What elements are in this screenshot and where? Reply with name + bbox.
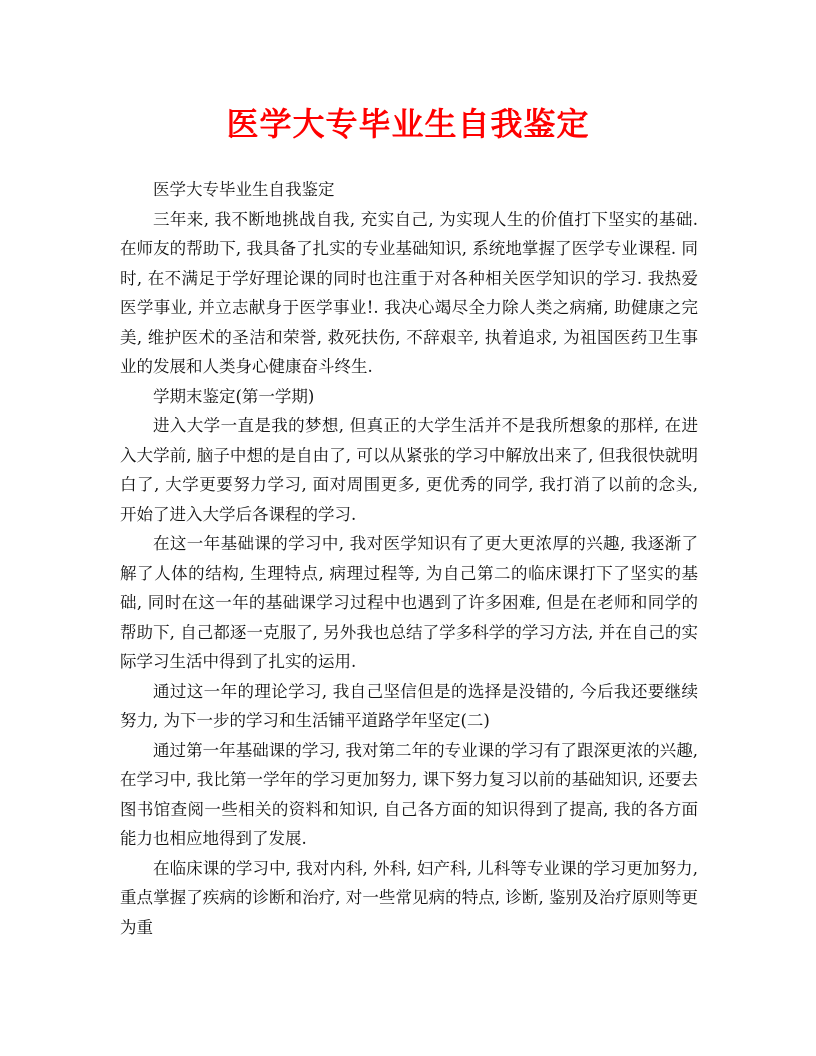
- paragraph: 三年来, 我不断地挑战自我, 充实自己, 为实现人生的价值打下坚实的基础. 在师友的帮助下, 我具备了扎实的专业基础知识, 系统地掌握了医学专业课程. 同时, 在不满足于学好理论课的同时也注重于对各种相关医学知识的学习. 我热爱医学事业, 并立志献身于医学事业!. 我决心竭尽全力除人类之病痛, 助健康之完美, 维护医术的圣洁和荣誉, 救死扶伤, 不辞艰辛, 执着追求, 为祖国医药卫生事业的发展和人类身心健康奋斗终生.: [120, 209, 698, 376]
- paragraph: 进入大学一直是我的梦想, 但真正的大学生活并不是我所想象的那样, 在进入大学前, 脑子中想的是自由了, 可以从紧张的学习中解放出来了, 但我很快就明白了, 大学更要努力学习, 面对周围更多, 更优秀的同学, 我打消了以前的念头, 开始了进入大学后各课程的学习.: [120, 416, 698, 524]
- paragraph-heading: 医学大专毕业生自我鉴定: [153, 180, 335, 199]
- paragraph-subheading: 学期末鉴定(第一学期): [153, 386, 315, 406]
- paragraph: 在这一年基础课的学习中, 我对医学知识有了更大更浓厚的兴趣, 我逐渐了解了人体的结构, 生理特点, 病理过程等, 为自己第二的临床课打下了坚实的基础, 同时在这一年的基础课学习过程中也遇到了许多困难, 但是在老师和同学的帮助下, 自己都逐一克服了, 另外我也总结了学多科学的学习方法, 并在自己的实际学习生活中得到了扎实的运用.: [120, 534, 698, 671]
- paragraph: 通过第一年基础课的学习, 我对第二年的专业课的学习有了跟深更浓的兴趣, 在学习中, 我比第一学年的学习更加努力, 课下努力复习以前的基础知识, 还要去图书馆查阅一些相关的资料和知识, 自己各方面的知识得到了提高, 我的各方面能力也相应地得到了发展.: [120, 740, 698, 848]
- paragraph: 通过这一年的理论学习, 我自己坚信但是的选择是没错的, 今后我还要继续努力, 为下一步的学习和生活铺平道路学年坚定(二): [120, 681, 698, 730]
- document-body: [120, 175, 698, 942]
- document-title: 医学大专毕业生自我鉴定: [226, 105, 590, 143]
- paragraph: 在临床课的学习中, 我对内科, 外科, 妇产科, 儿科等专业课的学习更加努力, 重点掌握了疾病的诊断和治疗, 对一些常见病的特点, 诊断, 鉴别及治疗原则等更为重: [120, 858, 698, 937]
